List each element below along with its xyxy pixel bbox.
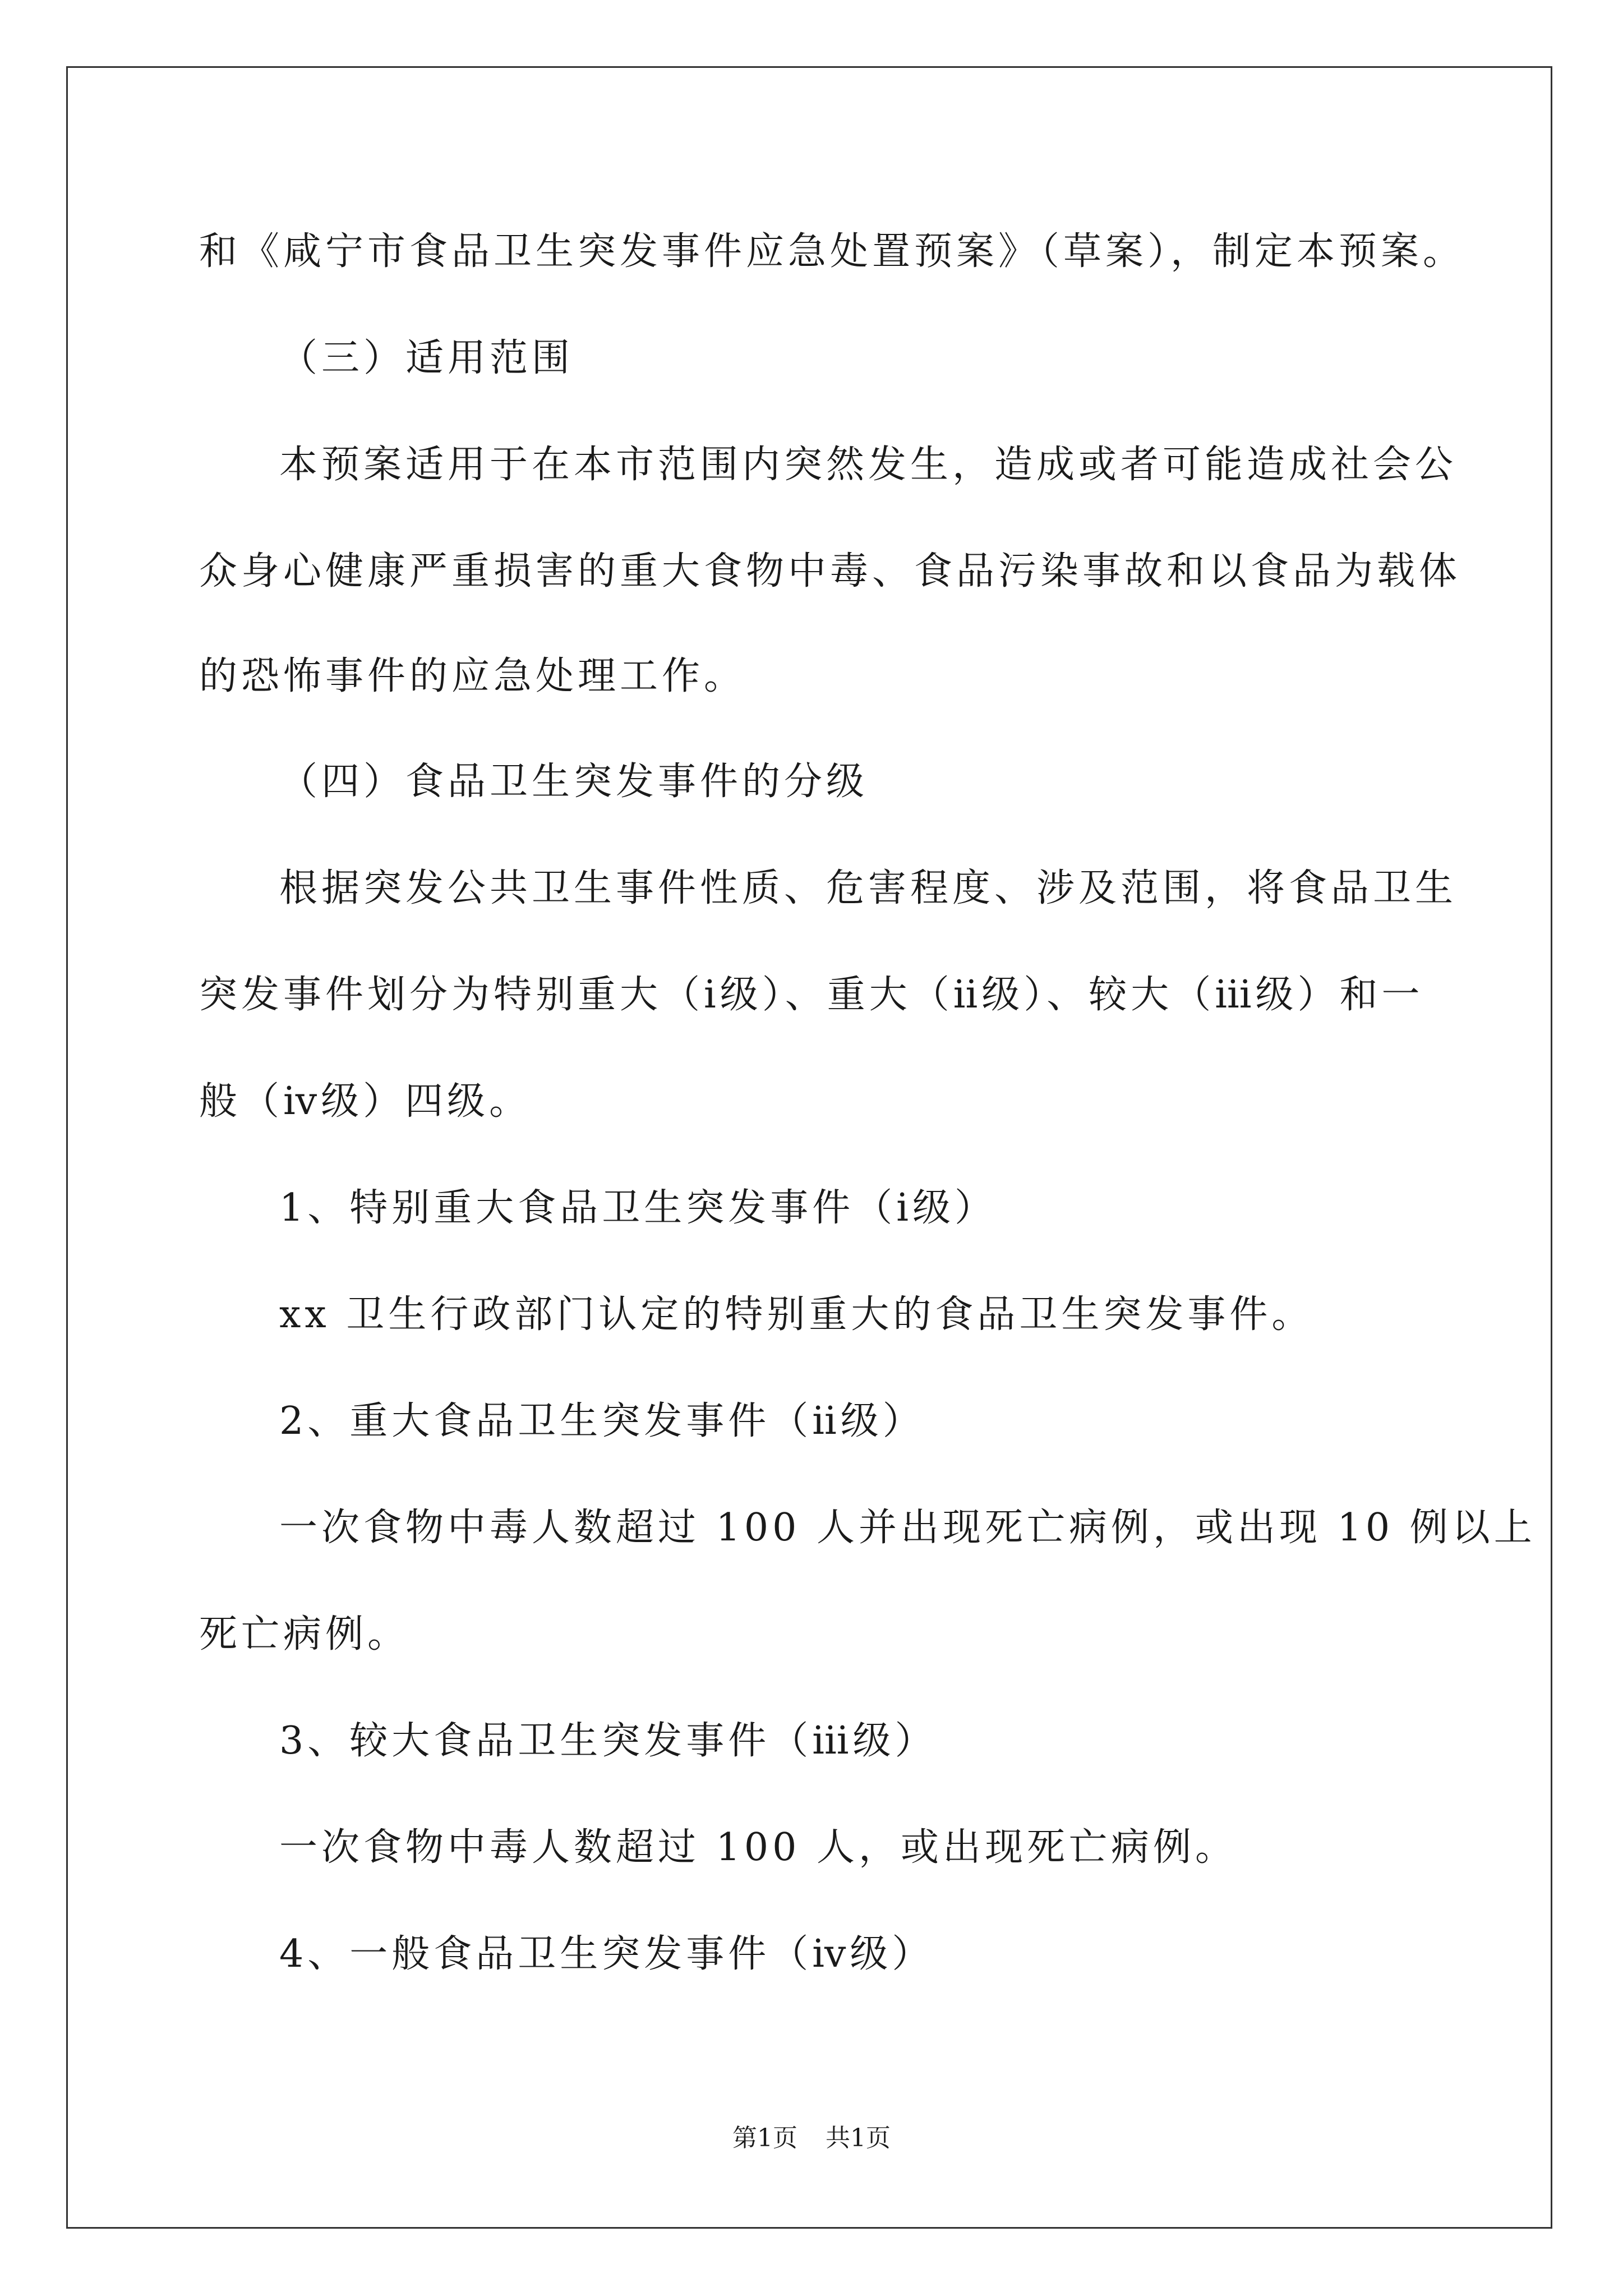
- paragraph-line: 死亡病例。: [199, 1612, 410, 1657]
- paragraph-line: 根据突发公共卫生事件性质、危害程度、涉及范围，将食品卫生: [279, 866, 1458, 910]
- page-number: 第1页: [732, 2124, 797, 2152]
- paragraph-line: 和《咸宁市食品卫生突发事件应急处置预案》（草案），制定本预案。: [199, 229, 1465, 274]
- paragraph-line: 般（ⅳ级）四级。: [199, 1079, 532, 1124]
- section-heading-scope: （三）适用范围: [279, 336, 574, 380]
- section-heading-grading: （四）食品卫生突发事件的分级: [279, 760, 869, 804]
- list-item-heading: 3、较大食品卫生突发事件（ⅲ级）: [279, 1719, 937, 1763]
- paragraph-line: 本预案适用于在本市范围内突然发生，造成或者可能造成社会公: [279, 443, 1458, 487]
- list-item-heading: 4、一般食品卫生突发事件（ⅳ级）: [279, 1932, 934, 1976]
- page-total: 共1页: [826, 2124, 891, 2152]
- paragraph-line: 一次食物中毒人数超过 100 人并出现死亡病例，或出现 10 例以上: [279, 1506, 1536, 1550]
- paragraph-line: xx 卫生行政部门认定的特别重大的食品卫生突发事件。: [279, 1292, 1314, 1337]
- paragraph-line: 众身心健康严重损害的重大食物中毒、食品污染事故和以食品为载体: [199, 549, 1461, 593]
- page-footer: [0, 2126, 1623, 2151]
- list-item-heading: 1、特别重大食品卫生突发事件（ⅰ级）: [279, 1186, 997, 1230]
- paragraph-line: 的恐怖事件的应急处理工作。: [199, 654, 746, 698]
- page-border: [66, 66, 1552, 2229]
- paragraph-line: 突发事件划分为特别重大（ⅰ级）、重大（ⅱ级）、较大（ⅲ级）和一: [199, 973, 1424, 1017]
- list-item-heading: 2、重大食品卫生突发事件（ⅱ级）: [279, 1399, 925, 1443]
- paragraph-line: 一次食物中毒人数超过 100 人，或出现死亡病例。: [279, 1825, 1238, 1870]
